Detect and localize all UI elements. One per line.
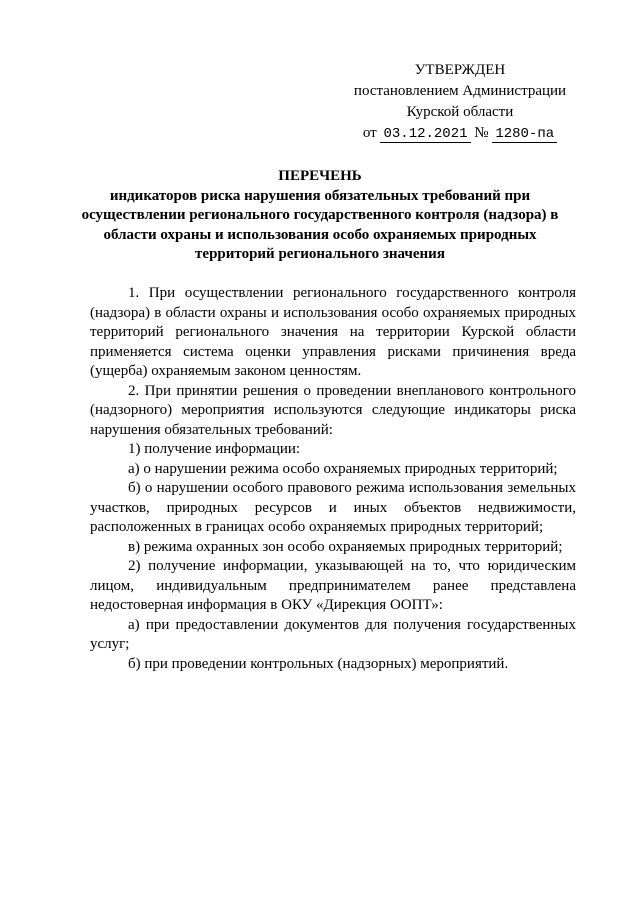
approval-stamp <box>340 60 580 145</box>
paragraph: б) при проведении контрольных (надзорных) мероприятий. <box>128 655 509 672</box>
paragraph: в) режима охранных зон особо охраняемых природных территорий; <box>128 538 563 555</box>
approval-date-number <box>340 123 580 145</box>
paragraph: 2) получение информации, указывающей на то, что юридическим лицом, индивидуальным предпринимателем ранее представлена недостоверная информация в ОКУ «Дирекция ООПТ»: <box>90 558 576 613</box>
approval-date: 03.12.2021 <box>380 126 470 143</box>
approval-region: Курской области <box>406 104 514 120</box>
approval-issuer: постановлением Администрации <box>353 83 567 99</box>
date-prefix: от <box>362 125 377 141</box>
paragraph: 1) получение информации: <box>128 441 301 457</box>
approval-number: 1280-па <box>492 126 557 143</box>
approval-heading: УТВЕРЖДЕН <box>414 62 506 78</box>
document-title <box>70 167 570 265</box>
paragraph: 2. При принятии решения о проведении внепланового контрольного (надзорного) мероприятия используются следующие индикаторы риска нарушения обязательных требований: <box>90 382 576 438</box>
title-heading: ПЕРЕЧЕНЬ <box>278 168 362 184</box>
paragraph: 1. При осуществлении регионального государственного контроля (надзора) в области охраны и использования особо охраняемых природных территорий регионального значения на территории Курской области применяется система оценки управления рисками причинения вреда (ущерба) охраняемым законом ценностям. <box>90 285 576 379</box>
document-body <box>90 284 576 674</box>
paragraph: а) о нарушении режима особо охраняемых природных территорий; <box>128 460 558 477</box>
number-prefix: № <box>474 125 489 141</box>
title-subtitle: индикаторов риска нарушения обязательных требований при осуществлении регионального государственного контроля (надзора) в области охраны и использования особо охраняемых природных территорий регионального значения <box>81 187 559 262</box>
paragraph: б) о нарушении особого правового режима использования земельных участков, природных ресурсов и иных объектов недвижимости, расположенных в границах особо охраняемых природных территорий; <box>90 480 576 535</box>
paragraph: а) при предоставлении документов для получения государственных услуг; <box>90 616 576 652</box>
